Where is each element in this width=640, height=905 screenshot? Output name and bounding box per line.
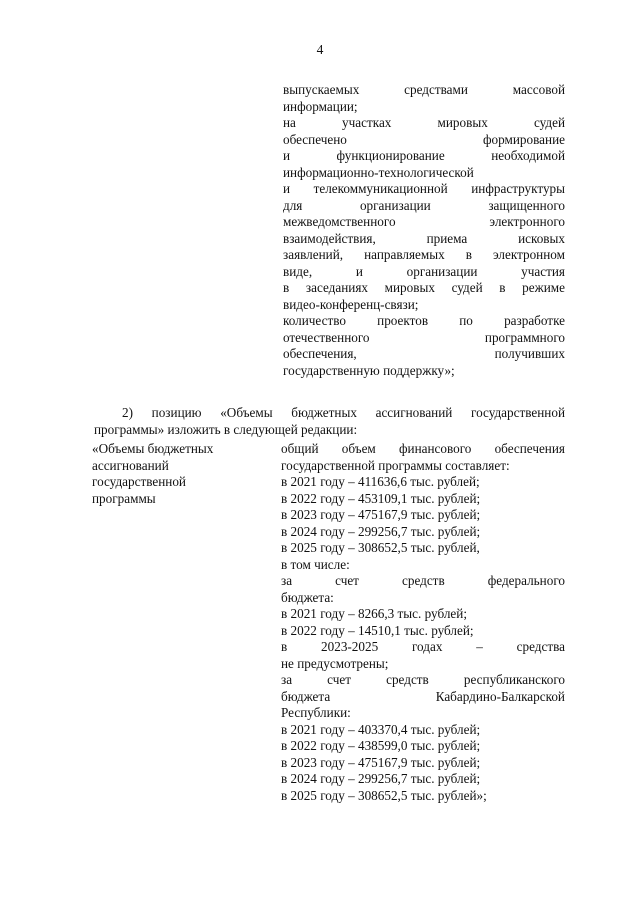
text-line: Республики: — [281, 705, 351, 720]
text-line: в 2022 году – 438599,0 тыс. рублей; — [281, 738, 481, 753]
position-title-column — [92, 441, 262, 507]
text-line: в 2023-2025 годах – средства — [281, 639, 565, 654]
text-line: в 2021 году – 8266,3 тыс. рублей; — [281, 606, 467, 621]
text-line: в том числе: — [281, 556, 350, 572]
budget-allocation-column — [281, 441, 565, 804]
text-line: программы» изложить в следующей редакции: — [94, 421, 358, 437]
text-line: виде, и организации участия — [283, 263, 565, 279]
text-line: общий объем финансового обеспечения — [281, 441, 565, 456]
text-line: на участках мировых судей — [283, 115, 565, 130]
text-line: ассигнований — [92, 457, 169, 473]
text-line: государственной программы составляет: — [281, 457, 510, 473]
text-line: в 2025 году – 308652,5 тыс. рублей»; — [281, 787, 487, 803]
text-line: обеспечения, получивших — [283, 346, 565, 361]
text-line: государственную поддержку»; — [283, 362, 455, 378]
text-line: количество проектов по разработке — [283, 313, 565, 328]
text-line: бюджета Кабардино-Балкарской — [281, 688, 565, 704]
text-line: в 2024 году – 299256,7 тыс. рублей; — [281, 523, 481, 539]
text-line: информации; — [283, 98, 358, 114]
text-line: в 2022 году – 14510,1 тыс. рублей; — [281, 622, 474, 638]
text-line: не предусмотрены; — [281, 655, 389, 671]
text-line: взаимодействия, приема исковых — [283, 230, 565, 246]
text-line: в 2023 году – 475167,9 тыс. рублей; — [281, 754, 481, 770]
text-line: в заседаниях мировых судей в режиме — [283, 280, 565, 295]
text-line: «Объемы бюджетных — [92, 441, 214, 456]
text-line: программы — [92, 490, 156, 506]
text-line: за счет средств федерального — [281, 573, 565, 588]
text-line: заявлений, направляемых в электронном — [283, 247, 565, 262]
text-line: для организации защищенного — [283, 197, 565, 213]
text-line: видео-конференц-связи; — [283, 296, 419, 312]
text-line: отечественного программного — [283, 329, 565, 345]
text-line: обеспечено формирование — [283, 131, 565, 147]
text-line: за счет средств республиканского — [281, 672, 565, 687]
text-line: в 2021 году – 411636,6 тыс. рублей; — [281, 474, 480, 489]
page-number: 4 — [316, 42, 324, 57]
previous-section-continuation — [283, 82, 565, 379]
item-2-paragraph — [94, 405, 565, 438]
text-line: информационно-технологической — [283, 164, 474, 180]
text-line: в 2022 году – 453109,1 тыс. рублей; — [281, 490, 481, 506]
text-line: межведомственного электронного — [283, 214, 565, 229]
text-line: государственной — [92, 474, 186, 489]
text-line: выпускаемых средствами массовой — [283, 82, 565, 97]
text-line: и телекоммуникационной инфраструктуры — [283, 181, 565, 196]
text-line: в 2025 году – 308652,5 тыс. рублей, — [281, 540, 480, 555]
text-line: и функционирование необходимой — [283, 148, 565, 163]
text-line: в 2024 году – 299256,7 тыс. рублей; — [281, 771, 481, 786]
text-line: 2) позицию «Объемы бюджетных ассигнований государственной — [122, 405, 565, 420]
text-line: в 2021 году – 403370,4 тыс. рублей; — [281, 721, 481, 737]
text-line: бюджета: — [281, 589, 334, 605]
text-line: в 2023 году – 475167,9 тыс. рублей; — [281, 507, 481, 522]
